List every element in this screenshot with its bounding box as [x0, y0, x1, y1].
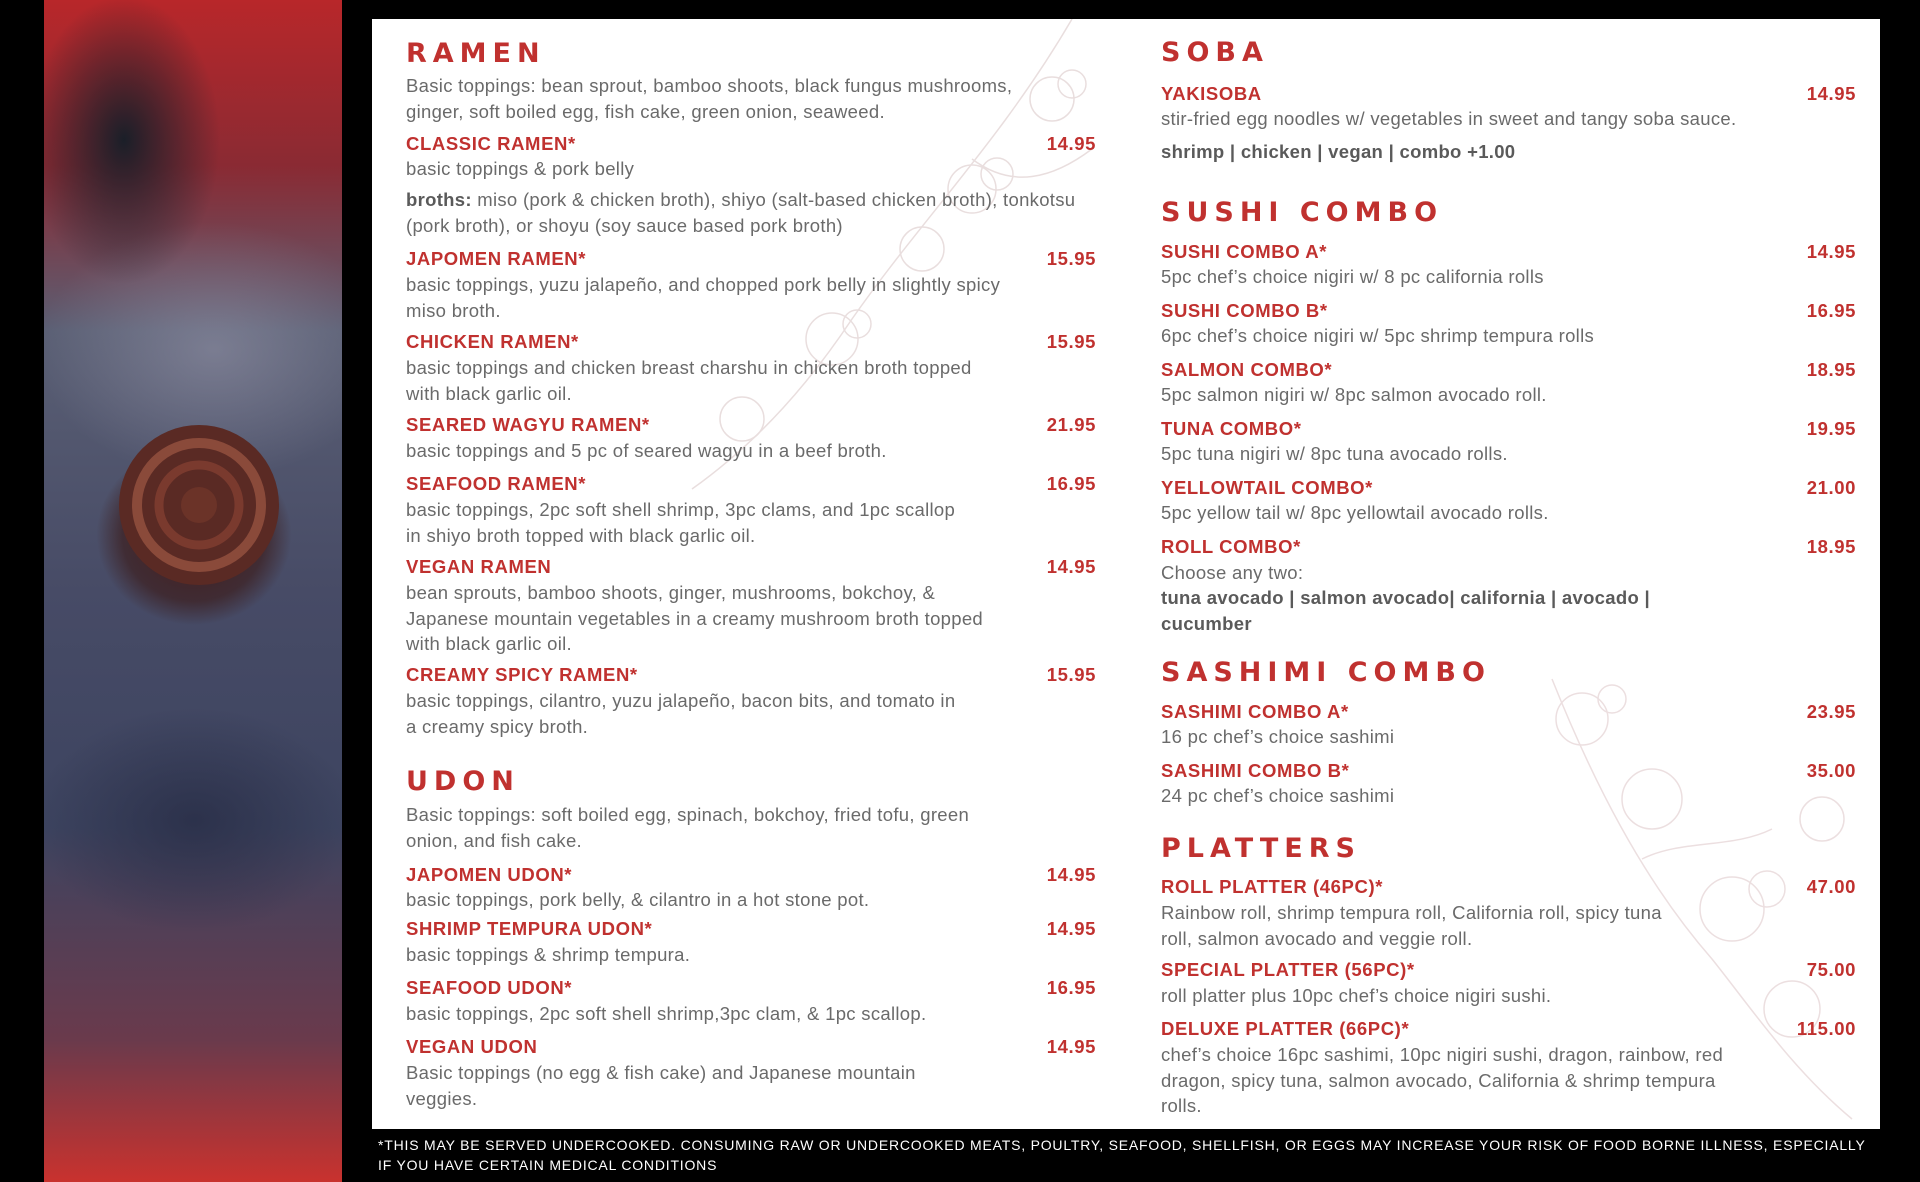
ramen-basic-toppings: Basic toppings: bean sprout, bamboo shoots, black fungus mushrooms, ginger, soft boiled egg, fish cake, green onion, seaweed.	[406, 75, 1013, 122]
item-description: basic toppings, pork belly, & cilantro in a hot stone pot.	[406, 889, 870, 910]
item-description: 24 pc chef’s choice sashimi	[1161, 785, 1395, 806]
item-description: 5pc yellow tail w/ 8pc yellowtail avocado rolls.	[1161, 502, 1549, 523]
item-description: Choose any two:	[1161, 562, 1304, 583]
item-name: SALMON COMBO*	[1161, 359, 1333, 380]
item-price: 14.95	[1046, 133, 1096, 154]
item-description: basic toppings and chicken breast charshu in chicken broth topped with black garlic oil.	[406, 357, 972, 404]
item-name: SUSHI COMBO B*	[1161, 300, 1328, 321]
item-description: roll platter plus 10pc chef’s choice nigiri sushi.	[1161, 985, 1552, 1006]
item-name: SASHIMI COMBO B*	[1161, 760, 1350, 781]
item-price: 18.95	[1806, 359, 1856, 380]
ramen-photo-strip	[44, 0, 342, 1182]
food-safety-disclaimer: *THIS MAY BE SERVED UNDERCOOKED. CONSUMING RAW OR UNDERCOOKED MEATS, POULTRY, SEAFOOD, SHELLFISH, OR EGGS MAY INCREASE YOUR RISK OF FOOD BORNE ILLNESS, ESPECIALLY IF YOU HAVE CERTAIN MEDICAL CONDITIONS	[378, 1137, 1866, 1173]
item-name: SPECIAL PLATTER (56PC)*	[1161, 959, 1415, 980]
item-name: ROLL COMBO*	[1161, 536, 1301, 557]
ramen-heading: RAMEN	[406, 38, 546, 69]
item-name: JAPOMEN RAMEN*	[406, 248, 587, 269]
item-name: SASHIMI COMBO A*	[1161, 701, 1349, 722]
item-description: 5pc tuna nigiri w/ 8pc tuna avocado rolls.	[1161, 443, 1508, 464]
item-description: Rainbow roll, shrimp tempura roll, California roll, spicy tuna roll, salmon avocado and veggie roll.	[1161, 902, 1662, 949]
item-description: basic toppings, cilantro, yuzu jalapeño, bacon bits, and tomato in a creamy spicy broth.	[406, 690, 956, 737]
item-price: 14.95	[1806, 241, 1856, 262]
item-price: 16.95	[1806, 300, 1856, 321]
item-description: basic toppings and 5 pc of seared wagyu in a beef broth.	[406, 440, 887, 461]
item-name: JAPOMEN UDON*	[406, 864, 573, 885]
roll-combo-choices: tuna avocado | salmon avocado| california | avocado | cucumber	[1161, 587, 1650, 634]
item-price: 21.95	[1046, 414, 1096, 435]
item-price: 14.95	[1046, 556, 1096, 577]
item-description: bean sprouts, bamboo shoots, ginger, mushrooms, bokchoy, & Japanese mountain vegetables in a creamy mushroom broth topped with black garlic oil.	[406, 582, 984, 654]
item-price: 14.95	[1046, 918, 1096, 939]
item-name: CLASSIC RAMEN*	[406, 133, 576, 154]
item-description: Basic toppings (no egg & fish cake) and Japanese mountain veggies.	[406, 1062, 916, 1109]
item-description: basic toppings, 2pc soft shell shrimp,3pc clam, & 1pc scallop.	[406, 1003, 927, 1024]
platters-heading: PLATTERS	[1161, 833, 1361, 864]
item-name: YELLOWTAIL COMBO*	[1161, 477, 1373, 498]
item-price: 75.00	[1806, 959, 1856, 980]
pork-rose-image	[114, 420, 284, 590]
item-name: DELUXE PLATTER (66PC)*	[1161, 1018, 1410, 1039]
item-price: 14.95	[1046, 1036, 1096, 1057]
item-description: 6pc chef’s choice nigiri w/ 5pc shrimp tempura rolls	[1161, 325, 1595, 346]
item-name: CHICKEN RAMEN*	[406, 331, 579, 352]
item-description: stir-fried egg noodles w/ vegetables in sweet and tangy soba sauce.	[1161, 108, 1737, 129]
item-price: 23.95	[1806, 701, 1856, 722]
item-price: 115.00	[1796, 1018, 1856, 1039]
item-price: 15.95	[1046, 664, 1096, 685]
item-price: 19.95	[1806, 418, 1856, 439]
item-price: 14.95	[1806, 83, 1856, 104]
udon-heading: UDON	[406, 766, 520, 797]
item-description: 5pc chef’s choice nigiri w/ 8 pc california rolls	[1161, 266, 1544, 287]
item-price: 15.95	[1046, 248, 1096, 269]
item-name: CREAMY SPICY RAMEN*	[406, 664, 638, 685]
soba-options: shrimp | chicken | vegan | combo +1.00	[1161, 141, 1516, 162]
item-price: 47.00	[1806, 876, 1856, 897]
item-price: 16.95	[1046, 473, 1096, 494]
item-name: SUSHI COMBO A*	[1161, 241, 1328, 262]
item-description: basic toppings, 2pc soft shell shrimp, 3pc clams, and 1pc scallop in shiyo broth topped with black garlic oil.	[406, 499, 956, 546]
item-description: basic toppings & shrimp tempura.	[406, 944, 691, 965]
item-price: 21.00	[1806, 477, 1856, 498]
item-name: TUNA COMBO*	[1161, 418, 1302, 439]
item-name: SEAFOOD RAMEN*	[406, 473, 587, 494]
item-price: 18.95	[1806, 536, 1856, 557]
item-price: 14.95	[1046, 864, 1096, 885]
item-name: VEGAN RAMEN	[406, 556, 552, 577]
sushi-combo-heading: SUSHI COMBO	[1161, 197, 1444, 228]
broths-note	[406, 187, 1086, 238]
udon-basic-toppings: Basic toppings: soft boiled egg, spinach, bokchoy, fried tofu, green onion, and fish cake.	[406, 804, 970, 851]
item-description: 16 pc chef’s choice sashimi	[1161, 726, 1395, 747]
item-price: 35.00	[1806, 760, 1856, 781]
item-name: ROLL PLATTER (46PC)*	[1161, 876, 1384, 897]
item-price: 16.95	[1046, 977, 1096, 998]
item-description: chef’s choice 16pc sashimi, 10pc nigiri sushi, dragon, rainbow, red dragon, spicy tuna, salmon avocado, California & shrimp tempura rolls.	[1161, 1044, 1724, 1116]
item-description: basic toppings & pork belly	[406, 158, 635, 179]
item-name: VEGAN UDON	[406, 1036, 538, 1057]
broths-label: broths:	[406, 189, 472, 210]
soba-heading: SOBA	[1161, 37, 1269, 68]
item-name: SEAFOOD UDON*	[406, 977, 573, 998]
broths-options: miso (pork & chicken broth), shiyo (salt-based chicken broth), tonkotsu (pork broth), or shoyu (soy sauce based pork broth)	[406, 189, 1076, 236]
item-name: YAKISOBA	[1161, 83, 1262, 104]
item-price: 15.95	[1046, 331, 1096, 352]
item-description: 5pc salmon nigiri w/ 8pc salmon avocado roll.	[1161, 384, 1547, 405]
item-description: basic toppings, yuzu jalapeño, and chopped pork belly in slightly spicy miso broth.	[406, 274, 1001, 321]
sashimi-combo-heading: SASHIMI COMBO	[1161, 657, 1491, 688]
item-name: SHRIMP TEMPURA UDON*	[406, 918, 653, 939]
menu-panel	[372, 19, 1880, 1129]
item-name: SEARED WAGYU RAMEN*	[406, 414, 650, 435]
